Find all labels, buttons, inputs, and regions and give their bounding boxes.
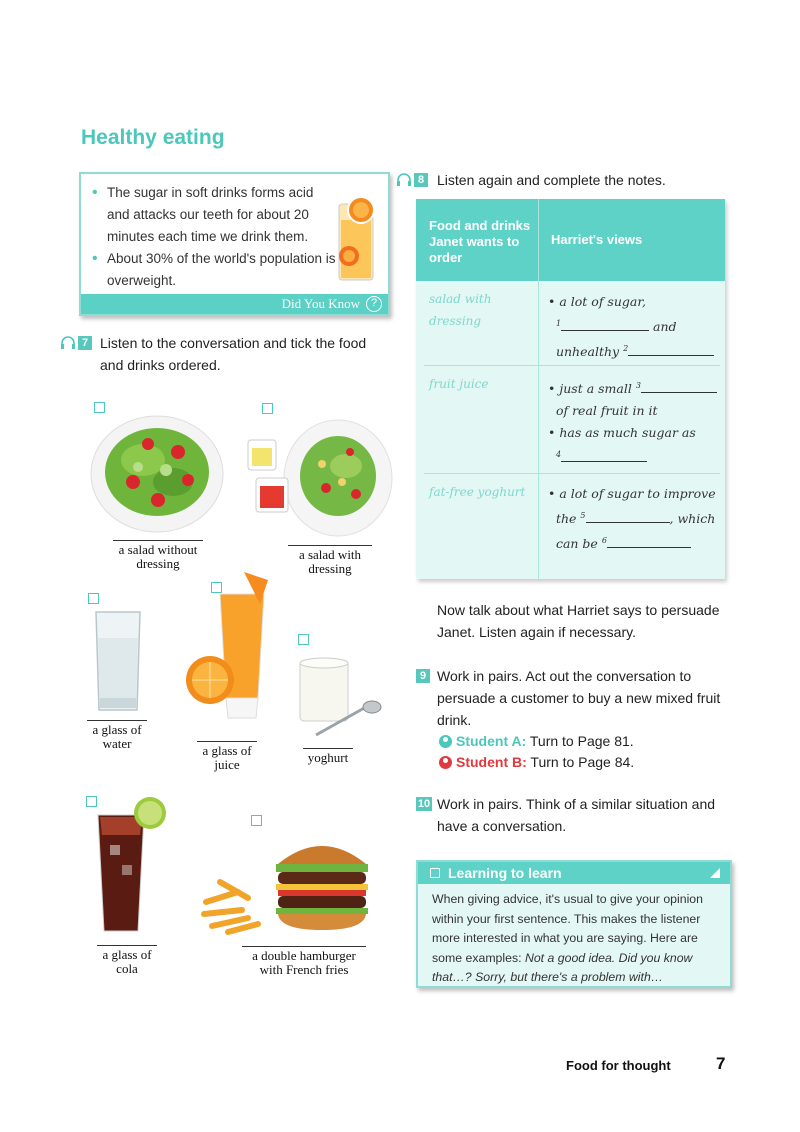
student-b-text: Turn to Page 84. bbox=[530, 754, 635, 770]
caption-line: a salad without bbox=[118, 542, 198, 557]
blank-1[interactable] bbox=[561, 319, 649, 331]
tick-box-hamburger[interactable] bbox=[251, 815, 262, 826]
headphones-icon bbox=[396, 173, 412, 187]
caption-glass-of-cola bbox=[92, 945, 162, 976]
caption-line: water bbox=[102, 736, 132, 751]
caption-line: cola bbox=[116, 961, 138, 976]
student-a-text: Turn to Page 81. bbox=[529, 733, 634, 749]
table-header-food: Food and drinks Janet wants to order bbox=[429, 218, 531, 265]
table-row-views: • a lot of sugar, $^1$ and unhealthy $^2$ bbox=[548, 291, 723, 363]
blank-number: 1 bbox=[555, 319, 562, 328]
student-b-line bbox=[439, 751, 634, 773]
caption-line: with French fries bbox=[259, 962, 349, 977]
views-text: the bbox=[555, 511, 577, 527]
student-b-label: Student B: bbox=[456, 754, 527, 770]
checkbox-icon bbox=[430, 868, 440, 878]
juice-glass-illustration bbox=[182, 570, 274, 726]
notes-table bbox=[416, 199, 725, 579]
did-you-know-box bbox=[79, 172, 390, 316]
caption-line: a glass of bbox=[202, 743, 252, 758]
table-row-views: • a lot of sugar to improve the $^5$ , which can be $^6$ bbox=[548, 486, 716, 552]
caption-glass-of-water bbox=[82, 720, 152, 751]
caption-salad-without-dressing bbox=[106, 540, 210, 571]
unit-title: Food for thought bbox=[566, 1058, 671, 1073]
blank-number: 5 bbox=[580, 511, 586, 520]
learning-to-learn-title: Learning to learn bbox=[448, 865, 562, 881]
views-text: and bbox=[653, 319, 677, 335]
views-text: just a small bbox=[559, 381, 632, 397]
exercise-7-instruction: Listen to the conversation and tick the food and drinks ordered. bbox=[100, 335, 367, 373]
water-glass-illustration bbox=[92, 608, 144, 714]
blank-number: 3 bbox=[635, 381, 641, 390]
exercise-number: 10 bbox=[417, 798, 431, 810]
exercise-8-instruction: Listen again and complete the notes. bbox=[437, 172, 666, 188]
fact-list bbox=[89, 182, 339, 292]
salad-bowl-illustration bbox=[88, 412, 226, 536]
ltl-body-text: When giving advice, it's usual to give your opinion within your first sentence. This makes the listener more interested in what you are saying. Here are some examples: bbox=[432, 892, 703, 965]
table-row-views: • just a small $^3$ of real fruit in it • has as much sugar as $^4$ bbox=[548, 375, 723, 469]
views-text: , which bbox=[669, 511, 716, 527]
table-header-views: Harriet's views bbox=[551, 232, 643, 247]
blank-number: 2 bbox=[623, 344, 629, 354]
blank-3[interactable] bbox=[641, 381, 717, 393]
student-a-line bbox=[439, 730, 634, 752]
student-b-icon bbox=[439, 756, 452, 769]
views-text: can be bbox=[555, 536, 598, 552]
salad-plate-illustration bbox=[246, 408, 394, 540]
views-text: a lot of sugar to improve bbox=[559, 486, 716, 501]
blank-5[interactable] bbox=[586, 511, 670, 523]
headphones-icon bbox=[60, 336, 76, 350]
exercise-9-instruction: Work in pairs. Act out the conversation to persuade a customer to buy a new mixed fruit drink. bbox=[437, 668, 721, 728]
learning-to-learn-box bbox=[416, 860, 732, 988]
blank-4[interactable] bbox=[561, 450, 647, 462]
blank-6[interactable] bbox=[607, 536, 691, 548]
yoghurt-illustration bbox=[296, 655, 386, 745]
blank-2[interactable] bbox=[628, 344, 714, 356]
fact-item: • About 30% of the world's population is overweight. bbox=[89, 248, 339, 292]
caption-line: a salad with bbox=[298, 547, 362, 562]
cola-glass-illustration bbox=[92, 795, 174, 937]
caption-hamburger bbox=[238, 946, 370, 977]
views-text: of real fruit in it bbox=[555, 403, 658, 419]
exercise-10-instruction: Work in pairs. Think of a similar situation and have a conversation. bbox=[437, 796, 716, 834]
table-row-food: fat-free yoghurt bbox=[429, 485, 526, 499]
caption-line: dressing bbox=[136, 556, 180, 571]
blank-number: 4 bbox=[555, 450, 562, 460]
caption-yoghurt bbox=[298, 748, 358, 765]
table-row-food: fruit juice bbox=[429, 377, 489, 391]
tick-box-yoghurt[interactable] bbox=[298, 634, 309, 645]
orange-drink-illustration bbox=[333, 186, 381, 284]
did-you-know-label: Did You Know bbox=[81, 294, 388, 314]
exercise-number: 7 bbox=[78, 336, 92, 350]
caption-salad-with-dressing bbox=[282, 545, 378, 576]
learning-to-learn-header bbox=[418, 862, 730, 884]
blank-number: 6 bbox=[601, 536, 607, 546]
caption-line: juice bbox=[214, 757, 240, 772]
views-text: has as much sugar as bbox=[559, 425, 696, 441]
tick-box-glass-of-water[interactable] bbox=[88, 593, 99, 604]
table-header bbox=[416, 199, 725, 281]
caption-line: a glass of bbox=[102, 947, 152, 962]
exercise-8-followup: Now talk about what Harriet says to persuade Janet. Listen again if necessary. bbox=[437, 602, 720, 640]
caption-line: a double hamburger bbox=[252, 948, 356, 963]
question-icon: ? bbox=[366, 296, 382, 312]
learning-to-learn-text bbox=[432, 890, 728, 988]
fact-item: • The sugar in soft drinks forms acid and attacks our teeth for about 20 minutes each time we drink them. bbox=[89, 182, 339, 248]
page-number: 7 bbox=[716, 1054, 726, 1073]
caption-line: a glass of bbox=[92, 722, 142, 737]
caption-glass-of-juice bbox=[192, 741, 262, 772]
section-title: Healthy eating bbox=[81, 126, 225, 149]
corner-triangle-icon bbox=[710, 868, 720, 878]
hamburger-illustration bbox=[198, 832, 382, 942]
student-a-label: Student A: bbox=[456, 733, 527, 749]
table-row-food: salad with dressing bbox=[429, 292, 492, 328]
views-text: unhealthy bbox=[555, 344, 620, 360]
views-text: a lot of sugar, bbox=[559, 294, 646, 309]
ltl-examples: Not a good idea. Did you know that…? Sorry, but there's a problem with… bbox=[432, 950, 693, 984]
student-a-icon bbox=[439, 735, 452, 748]
exercise-number: 9 bbox=[416, 669, 430, 683]
exercise-number: 8 bbox=[414, 173, 428, 187]
caption-line: dressing bbox=[308, 561, 352, 576]
caption-line: yoghurt bbox=[307, 750, 349, 765]
